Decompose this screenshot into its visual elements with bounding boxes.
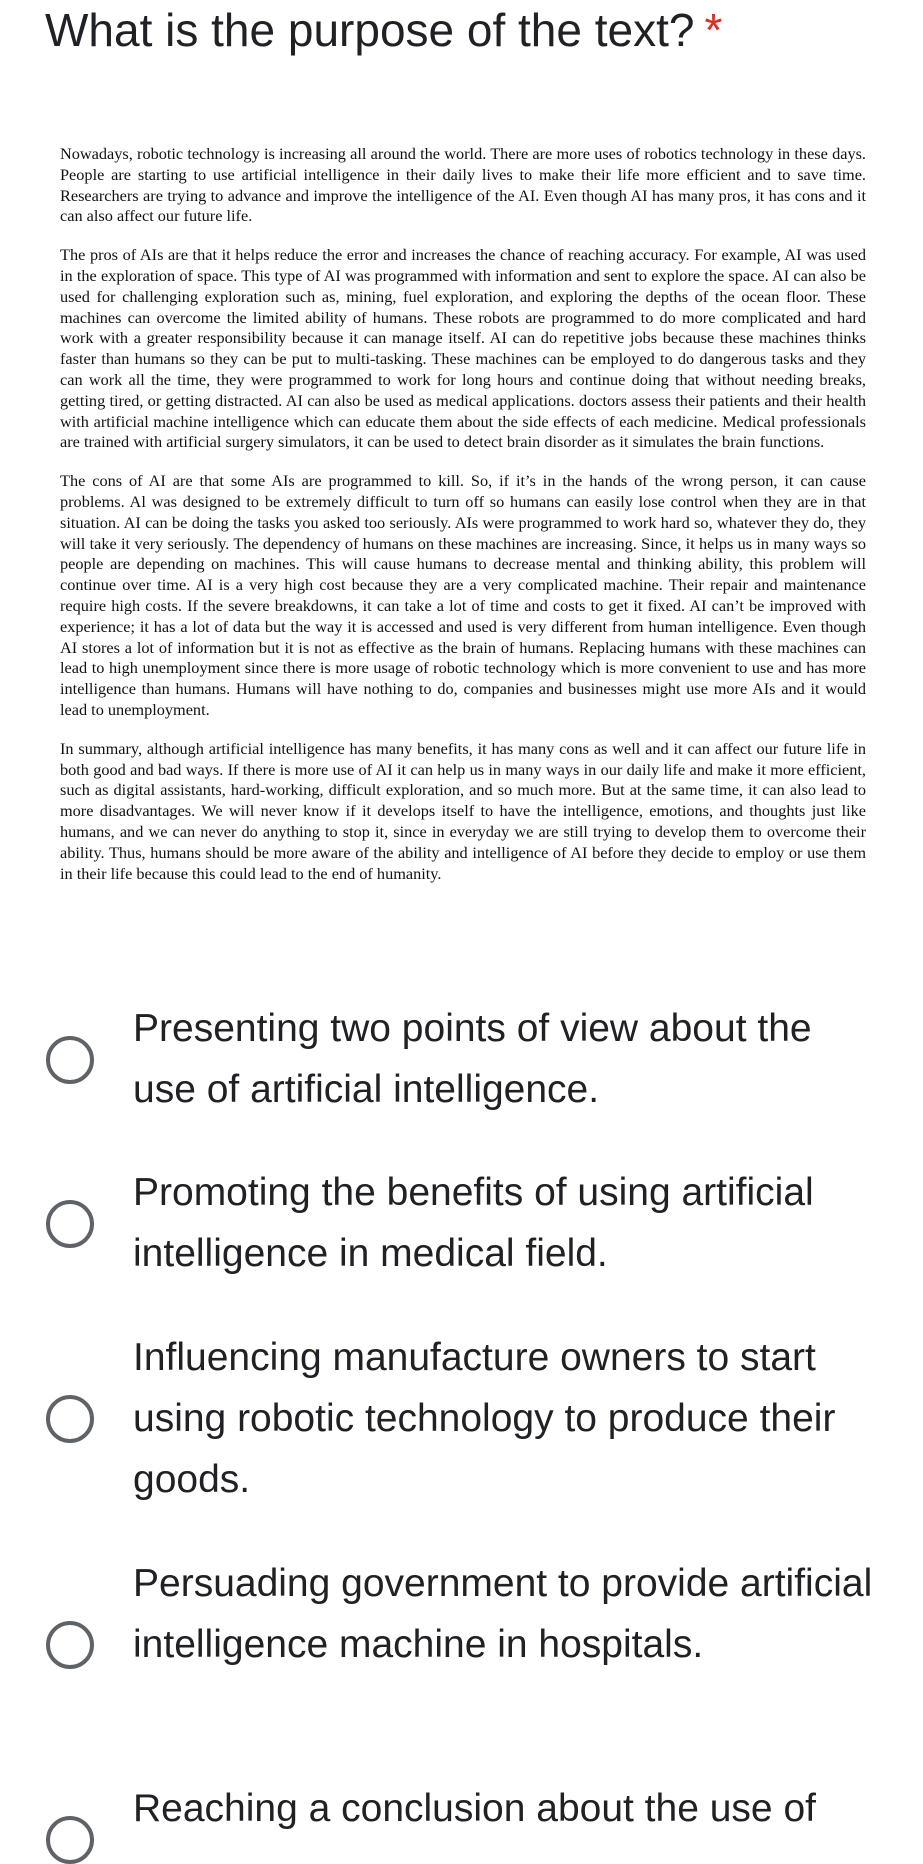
- radio-unchecked-icon[interactable]: [46, 1036, 94, 1084]
- radio-unchecked-icon[interactable]: [46, 1200, 94, 1248]
- passage-paragraph-1: Nowadays, robotic technology is increasing all around the world. There are more uses of robotics technology in these days. People are starting to use artificial intelligence in their daily lives to make their life more efficient and to save time. Researchers are trying to advance and improve the intelligence of the AI. Even though AI has many pros, it has cons and it can also affect our future life.: [60, 144, 866, 226]
- required-asterisk: *: [704, 4, 723, 56]
- question-title-text: What is the purpose of the text?: [45, 4, 695, 56]
- passage-paragraph-4: In summary, although artificial intelligence has many benefits, it has many cons as well and it can affect our future life in both good and bad ways. If there is more use of AI it can help us in many ways in our daily life and make it more efficient, such as digital assistants, hard-working, difficult exploration, and so much more. But at the same time, it can also lead to more disadvantages. We will never know if it develops itself to have the intelligence, emotions, and thoughts just like humans, and we can never do anything to stop it, since in everyday we are still trying to develop them to overcome their ability. Thus, humans should be more aware of the ability and intelligence of AI before they decide to employ or use them in their life because this could lead to the end of humanity.: [60, 738, 866, 883]
- radio-unchecked-icon[interactable]: [46, 1816, 94, 1864]
- radio-unchecked-icon[interactable]: [46, 1395, 94, 1443]
- option-label[interactable]: Reaching a conclusion about the use of: [133, 1787, 816, 1830]
- passage-paragraph-3: The cons of AI are that some AIs are programmed to kill. So, if it’s in the hands of the wrong person, it can cause problems. Al was designed to be extremely difficult to turn off so humans can easily lose control when they are in that situation. AI can be doing the tasks you asked too seriously. AIs were programmed to work hard so, whatever they do, they will take it very seriously. The dependency of humans on these machines are increasing. Since, it helps us in many ways so people are depending on machines. This will cause humans to decrease mental and thinking ability, this problem will continue over time. AI is a very high cost because they are a very complicated machine. Their repair and maintenance require high costs. If the severe breakdowns, it can take a lot of time and costs to get it fixed. AI can’t be improved with experience; it has a lot of data but the way it is accessed and used is very different from human intelligence. Even though AI stores a lot of information but it is not as effective as the brain of humans. Replacing humans with these machines can lead to high unemployment since there is more usage of robotic technology which is more convenient to use and has more intelligence than humans. Humans will have nothing to do, companies and businesses might use more AIs and it would lead to unemployment.: [60, 471, 866, 719]
- option-label[interactable]: Presenting two points of view about the use of artificial intelligence.: [133, 1007, 812, 1111]
- option-label[interactable]: Persuading government to provide artificial intelligence machine in hospitals.: [133, 1562, 873, 1666]
- option-label[interactable]: Promoting the benefits of using artificial intelligence in medical field.: [133, 1171, 814, 1275]
- radio-unchecked-icon[interactable]: [46, 1621, 94, 1669]
- option-label[interactable]: Influencing manufacture owners to start using robotic technology to produce their goods.: [133, 1336, 836, 1501]
- passage-paragraph-2: The pros of AIs are that it helps reduce the error and increases the chance of reaching accuracy. For example, AI was used in the exploration of space. This type of AI was programmed with information and sent to explore the space. AI can also be used for challenging exploration such as, mining, fuel exploration, and exploring the depths of the ocean floor. These machines can overcome the limited ability of humans. These robots are programmed to do more complicated and hard work with a greater responsibility because it can manage itself. AI can do repetitive jobs because these machines thinks faster than humans so they can be put to multi-tasking. These machines can be employed to do dangerous tasks and they can work all the time, they were programmed to work for long hours and continue doing that without needing breaks, getting tired, or getting distracted. AI can also be used as medical applications. doctors assess their patients and their health with artificial machine intelligence which can educate them about the side effects of each medicine. Medical professionals are trained with artificial surgery simulators, it can be used to detect brain disorder as it simulates the brain functions.: [60, 245, 866, 452]
